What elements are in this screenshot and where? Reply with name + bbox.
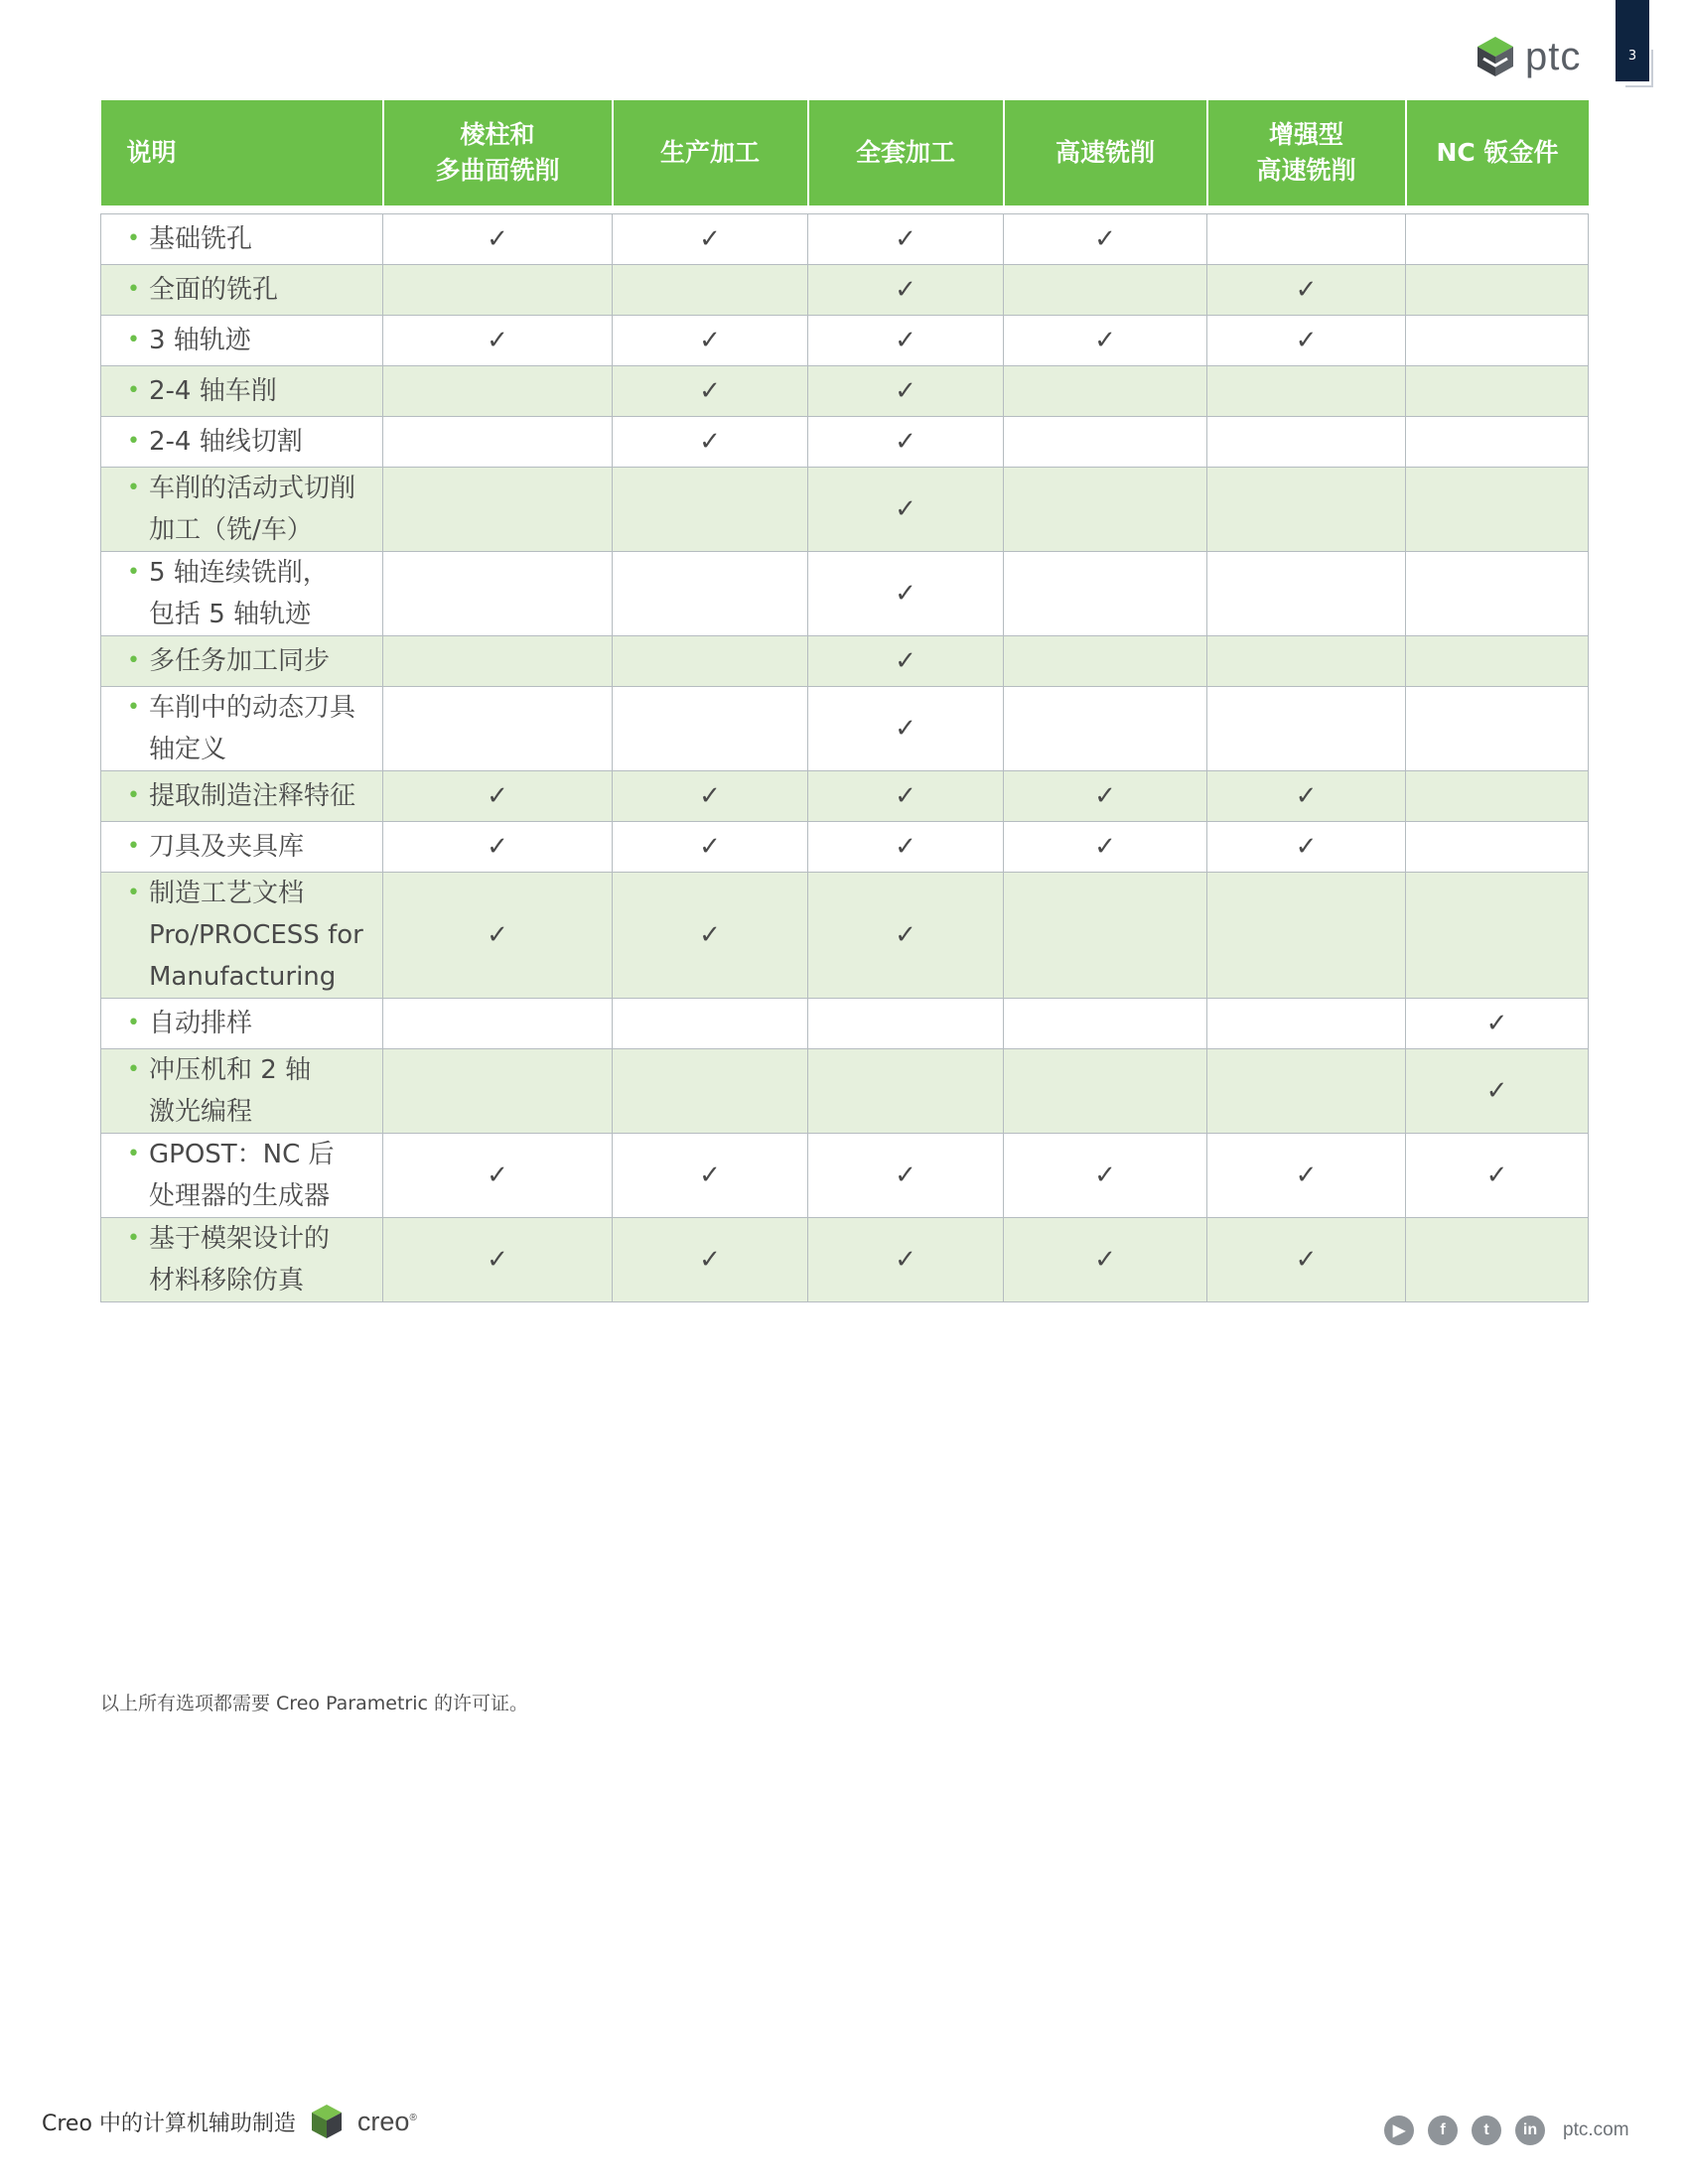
checkmark-icon: ✓ [1295,274,1318,305]
checkmark-icon: ✓ [699,1244,721,1275]
bullet-icon: • [127,694,140,720]
table-row [101,264,1589,315]
cell-column-4 [1004,551,1207,635]
row-label: 制造工艺文档 Pro/PROCESS for Manufacturing [149,878,363,992]
cell-column-6 [1406,686,1589,770]
cell-column-4 [1004,467,1207,551]
cell-column-6 [1406,315,1589,365]
cell-column-2 [613,686,808,770]
row-label: GPOST：NC 后 处理器的生成器 [149,1139,335,1211]
checkmark-icon: ✓ [895,223,916,254]
cell-column-4 [1004,416,1207,467]
cell-column-6 [1406,551,1589,635]
table-row [101,467,1589,551]
footer-brand [42,2103,417,2140]
cell-column-6 [1406,998,1589,1048]
cell-column-3 [808,365,1004,416]
table-row [101,416,1589,467]
cell-column-5 [1207,1217,1406,1301]
header-column-6: NC 钣金件 [1406,100,1589,205]
cell-column-6 [1406,872,1589,998]
checkmark-icon: ✓ [487,919,508,950]
table-row [101,213,1589,264]
cell-column-1 [383,365,613,416]
row-description [101,315,383,365]
checkmark-icon: ✓ [699,325,721,355]
table-row [101,365,1589,416]
bullet-icon: • [127,1225,140,1251]
youtube-icon[interactable]: ▶ [1384,2116,1414,2145]
cell-column-1 [383,1133,613,1217]
cell-column-5 [1207,416,1406,467]
cell-column-6 [1406,264,1589,315]
checkmark-icon: ✓ [895,578,916,609]
row-description [101,1133,383,1217]
cell-column-6 [1406,1048,1589,1133]
ptc-logo-text: ptc [1525,34,1582,78]
checkmark-icon: ✓ [895,919,916,950]
twitter-icon[interactable]: t [1472,2116,1501,2145]
cell-column-3 [808,770,1004,821]
checkmark-icon: ✓ [1094,1160,1116,1190]
table-row [101,770,1589,821]
feature-comparison-table [100,100,1589,1302]
row-label: 2-4 轴线切割 [149,426,303,457]
bullet-icon: • [127,475,140,500]
cell-column-4 [1004,635,1207,686]
checkmark-icon: ✓ [1485,1075,1508,1106]
bullet-icon: • [127,327,140,352]
cell-column-1 [383,635,613,686]
cell-column-2 [613,264,808,315]
row-label: 车削中的动态刀具 轴定义 [149,692,356,764]
cell-column-5 [1207,1048,1406,1133]
checkmark-icon: ✓ [1094,831,1116,862]
cell-column-2 [613,365,808,416]
cell-column-5 [1207,264,1406,315]
cell-column-3 [808,416,1004,467]
checkmark-icon: ✓ [895,831,916,862]
checkmark-icon: ✓ [895,645,916,676]
cell-column-3 [808,1217,1004,1301]
checkmark-icon: ✓ [1094,223,1116,254]
footer-title: Creo 中的计算机辅助制造 [42,2111,296,2136]
checkmark-icon: ✓ [487,1160,508,1190]
ptc-logo-icon [1476,35,1515,78]
cell-column-2 [613,551,808,635]
cell-column-3 [808,264,1004,315]
cell-column-5 [1207,467,1406,551]
checkmark-icon: ✓ [699,426,721,457]
row-label: 车削的活动式切削 加工（铣/车） [149,473,356,545]
cell-column-3 [808,635,1004,686]
row-description [101,872,383,998]
cell-column-3 [808,998,1004,1048]
bullet-icon: • [127,276,140,302]
row-label: 2-4 轴车削 [149,375,277,406]
checkmark-icon: ✓ [1094,325,1116,355]
cell-column-4 [1004,872,1207,998]
cell-column-2 [613,1217,808,1301]
cell-column-3 [808,315,1004,365]
checkmark-icon: ✓ [1295,831,1318,862]
row-description [101,635,383,686]
cell-column-4 [1004,264,1207,315]
table-row [101,998,1589,1048]
linkedin-icon[interactable]: in [1515,2116,1545,2145]
cell-column-6 [1406,416,1589,467]
cell-column-2 [613,213,808,264]
checkmark-icon: ✓ [1094,1244,1116,1275]
row-description [101,213,383,264]
cell-column-2 [613,770,808,821]
cell-column-4 [1004,315,1207,365]
cell-column-1 [383,686,613,770]
cell-column-3 [808,1133,1004,1217]
cell-column-3 [808,686,1004,770]
checkmark-icon: ✓ [895,1160,916,1190]
header-column-5: 增强型 高速铣削 [1207,100,1406,205]
cell-column-3 [808,551,1004,635]
cell-column-3 [808,821,1004,872]
row-description [101,1217,383,1301]
cell-column-4 [1004,1133,1207,1217]
table-row [101,315,1589,365]
checkmark-icon: ✓ [1295,1160,1318,1190]
cell-column-1 [383,998,613,1048]
checkmark-icon: ✓ [487,831,508,862]
checkmark-icon: ✓ [699,223,721,254]
cell-column-4 [1004,213,1207,264]
creo-cube-icon [310,2103,344,2140]
cell-column-5 [1207,315,1406,365]
checkmark-icon: ✓ [1485,1160,1508,1190]
checkmark-icon: ✓ [895,780,916,811]
cell-column-1 [383,264,613,315]
header-column-4: 高速铣削 [1004,100,1207,205]
cell-column-5 [1207,998,1406,1048]
header-column-2: 生产加工 [613,100,808,205]
cell-column-1 [383,1048,613,1133]
page-number: 3 [1627,49,1637,64]
row-description [101,998,383,1048]
cell-column-4 [1004,1217,1207,1301]
cell-column-6 [1406,821,1589,872]
cell-column-1 [383,1217,613,1301]
table-row [101,1048,1589,1133]
cell-column-6 [1406,365,1589,416]
cell-column-6 [1406,635,1589,686]
table-row [101,551,1589,635]
row-label: 冲压机和 2 轴 激光编程 [149,1054,312,1127]
table-row [101,1133,1589,1217]
checkmark-icon: ✓ [699,1160,721,1190]
checkmark-icon: ✓ [895,713,916,744]
row-label: 提取制造注释特征 [149,780,356,811]
bullet-icon: • [127,833,140,859]
checkmark-icon: ✓ [1094,780,1116,811]
row-description [101,551,383,635]
checkmark-icon: ✓ [895,375,916,406]
table-row [101,821,1589,872]
cell-column-1 [383,315,613,365]
cell-column-5 [1207,1133,1406,1217]
row-label: 基于模架设计的 材料移除仿真 [149,1223,331,1296]
bullet-icon: • [127,1056,140,1082]
cell-column-4 [1004,770,1207,821]
checkmark-icon: ✓ [699,831,721,862]
checkmark-icon: ✓ [699,375,721,406]
cell-column-2 [613,872,808,998]
footer-links [1384,2116,1629,2145]
cell-column-2 [613,1048,808,1133]
table-row [101,1217,1589,1301]
bullet-icon: • [127,782,140,808]
checkmark-icon: ✓ [699,780,721,811]
bullet-icon: • [127,559,140,585]
row-description [101,264,383,315]
cell-column-1 [383,213,613,264]
row-description [101,467,383,551]
cell-column-2 [613,416,808,467]
row-label: 自动排样 [149,1008,253,1038]
cell-column-1 [383,872,613,998]
checkmark-icon: ✓ [487,223,508,254]
cell-column-6 [1406,1133,1589,1217]
checkmark-icon: ✓ [895,493,916,524]
cell-column-5 [1207,686,1406,770]
checkmark-icon: ✓ [699,919,721,950]
checkmark-icon: ✓ [487,325,508,355]
row-description [101,365,383,416]
checkmark-icon: ✓ [1295,325,1318,355]
cell-column-5 [1207,770,1406,821]
bullet-icon: • [127,1141,140,1166]
table-header-row [101,100,1589,205]
cell-column-6 [1406,467,1589,551]
cell-column-3 [808,1048,1004,1133]
cell-column-3 [808,467,1004,551]
bullet-icon: • [127,880,140,905]
cell-column-6 [1406,1217,1589,1301]
row-description [101,686,383,770]
checkmark-icon: ✓ [487,1244,508,1275]
header-description: 说明 [101,100,383,205]
cell-column-2 [613,467,808,551]
cell-column-6 [1406,770,1589,821]
ptc-website-link[interactable]: ptc.com [1563,2119,1629,2140]
cell-column-5 [1207,551,1406,635]
table-row [101,635,1589,686]
checkmark-icon: ✓ [895,1244,916,1275]
cell-column-6 [1406,213,1589,264]
row-description [101,1048,383,1133]
creo-logo-text: creo® [356,2106,417,2136]
row-description [101,416,383,467]
table-row [101,686,1589,770]
cell-column-4 [1004,821,1207,872]
row-label: 多任务加工同步 [149,645,331,676]
cell-column-2 [613,821,808,872]
table-row [101,872,1589,998]
cell-column-2 [613,998,808,1048]
cell-column-2 [613,1133,808,1217]
cell-column-5 [1207,635,1406,686]
cell-column-4 [1004,998,1207,1048]
cell-column-2 [613,635,808,686]
cell-column-3 [808,213,1004,264]
cell-column-1 [383,770,613,821]
bullet-icon: • [127,428,140,454]
row-label: 5 轴连续铣削， 包括 5 轴轨迹 [149,557,329,629]
cell-column-5 [1207,872,1406,998]
header-column-3: 全套加工 [808,100,1004,205]
row-label: 刀具及夹具库 [149,831,305,862]
license-footnote: 以上所有选项都需要 Creo Parametric 的许可证。 [100,1693,528,1714]
checkmark-icon: ✓ [895,325,916,355]
row-label: 全面的铣孔 [149,274,279,305]
header-gap [101,205,1589,213]
bullet-icon: • [127,225,140,251]
cell-column-1 [383,551,613,635]
bullet-icon: • [127,377,140,403]
facebook-icon[interactable]: f [1428,2116,1458,2145]
row-description [101,821,383,872]
bullet-icon: • [127,647,140,673]
checkmark-icon: ✓ [1485,1008,1508,1038]
row-label: 3 轴轨迹 [149,325,251,355]
row-description [101,770,383,821]
cell-column-2 [613,315,808,365]
bullet-icon: • [127,1010,140,1035]
checkmark-icon: ✓ [895,274,916,305]
cell-column-1 [383,416,613,467]
checkmark-icon: ✓ [487,780,508,811]
checkmark-icon: ✓ [895,426,916,457]
row-label: 基础铣孔 [149,223,253,254]
cell-column-5 [1207,821,1406,872]
cell-column-4 [1004,365,1207,416]
cell-column-5 [1207,365,1406,416]
checkmark-icon: ✓ [1295,780,1318,811]
checkmark-icon: ✓ [1295,1244,1318,1275]
cell-column-5 [1207,213,1406,264]
cell-column-3 [808,872,1004,998]
cell-column-1 [383,821,613,872]
cell-column-1 [383,467,613,551]
ptc-logo [1476,30,1581,83]
header-column-1: 棱柱和 多曲面铣削 [383,100,613,205]
cell-column-4 [1004,1048,1207,1133]
cell-column-4 [1004,686,1207,770]
